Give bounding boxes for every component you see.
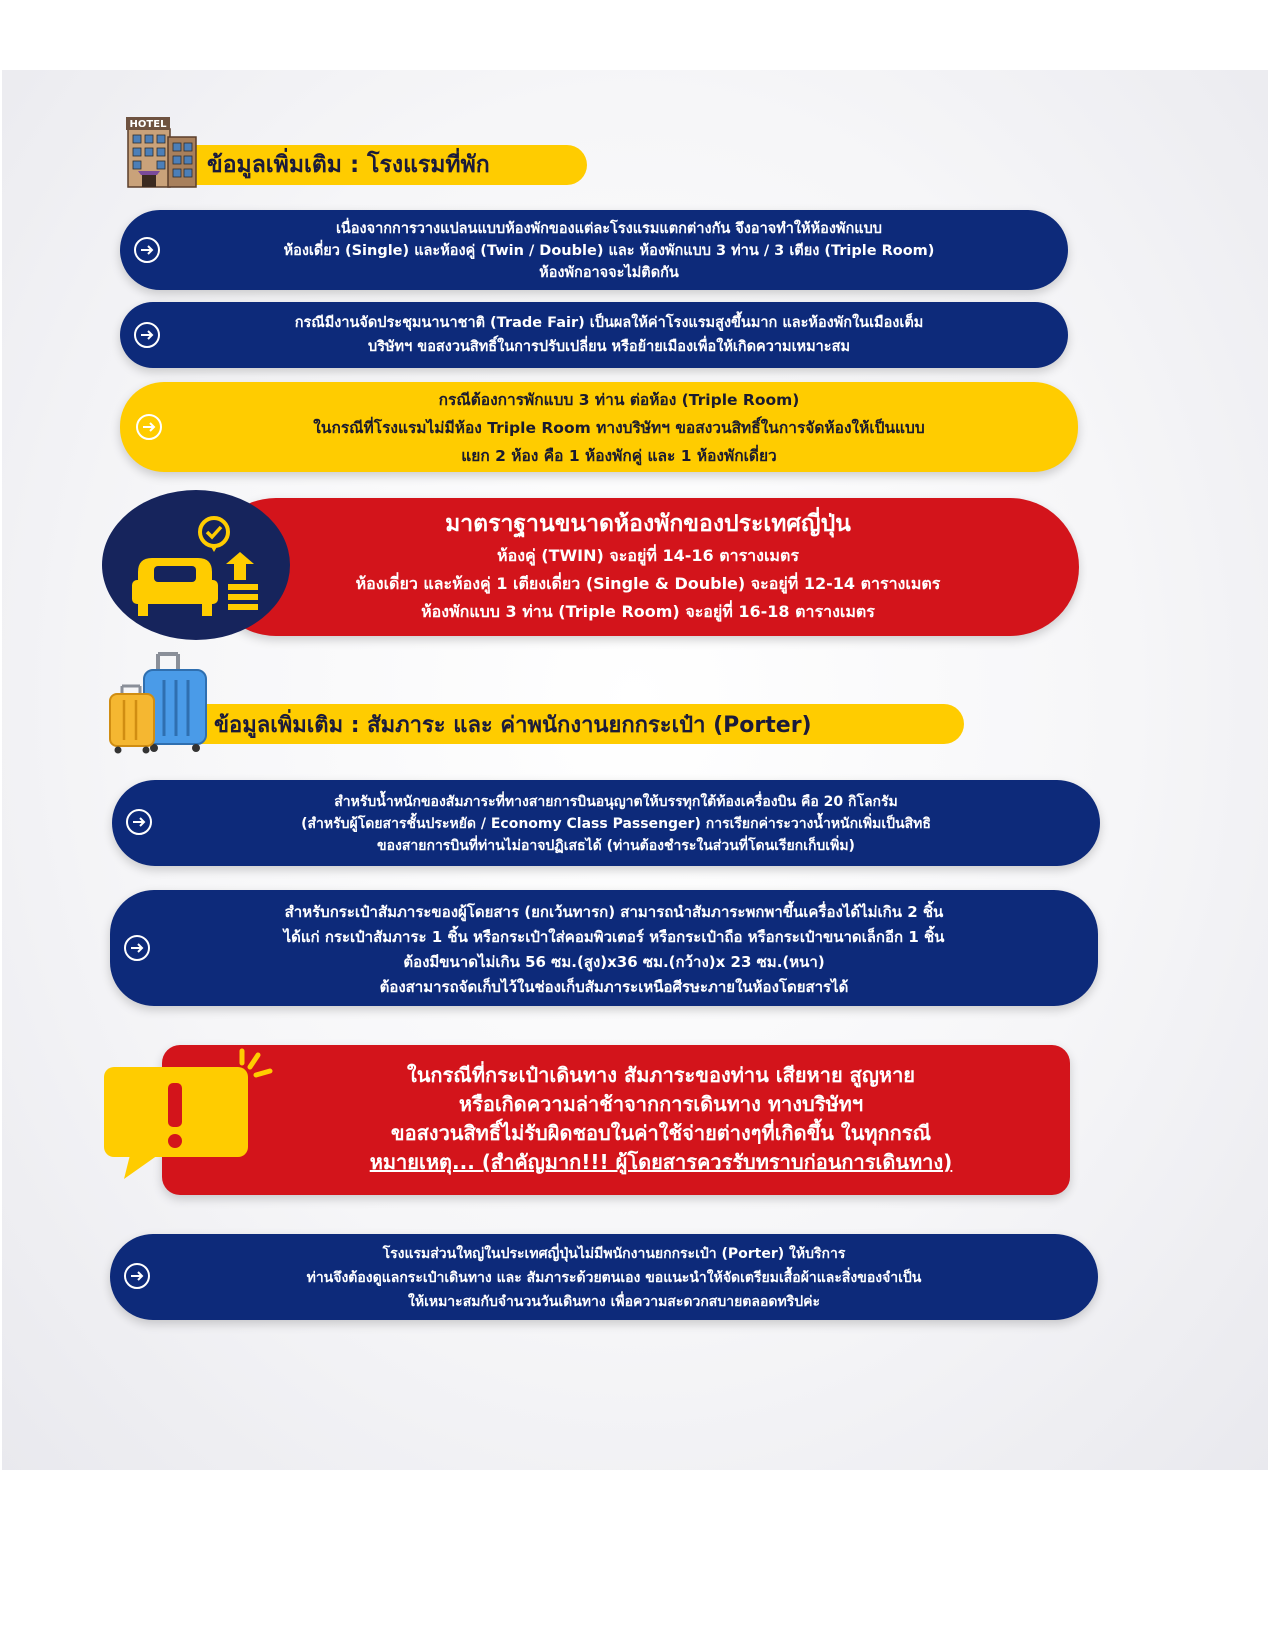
hotel-building-icon: [124, 115, 202, 190]
note-line: กรณีมีงานจัดประชุมนานาชาติ (Trade Fair) เป็นผลให้ค่าโรงแรมสูงขึ้นมาก และห้องพักในเมืองเต็ม: [294, 315, 924, 331]
exclamation-speech-bubble-icon: [100, 1045, 280, 1185]
warning-line: หรือเกิดความล่าช้าจากการเดินทาง ทางบริษัทฯ: [458, 1092, 864, 1116]
arrow-circle-icon: [136, 414, 162, 440]
arrow-circle-icon: [134, 322, 160, 348]
suitcase-icon: [106, 650, 210, 754]
note-line: กรณีต้องการพักแบบ 3 ท่าน ต่อห้อง (Triple Room): [438, 391, 800, 409]
note-line: ห้องเดี่ยว (Single) และห้องคู่ (Twin / Double) และ ห้องพักแบบ 3 ท่าน / 3 เตียง (Triple Room): [283, 243, 935, 259]
hotel-section-header: [177, 145, 587, 185]
arrow-circle-icon: [134, 237, 160, 263]
infographic-sheet: [2, 70, 1268, 1470]
note-line: ได้แก่ กระเป๋าสัมภาระ 1 ชิ้น หรือกระเป๋าใส่คอมพิวเตอร์ หรือกระเป๋าถือ หรือกระเป๋าขนาดเล็กอีก 1 ชิ้น: [283, 928, 945, 946]
hotel-note-trade-fair: [120, 302, 1068, 368]
luggage-section-title: ข้อมูลเพิ่มเติม : สัมภาระ และ ค่าพนักงานยกกระเป๋า (Porter): [214, 712, 812, 738]
room-standard-line: ห้องพักแบบ 3 ท่าน (Triple Room) จะอยู่ที่ 16-18 ตารางเมตร: [421, 602, 875, 621]
note-line: แยก 2 ห้อง คือ 1 ห้องพักคู่ และ 1 ห้องพักเดี่ยว: [461, 447, 777, 465]
note-line: ต้องมีขนาดไม่เกิน 56 ซม.(สูง)x36 ซม.(กว้าง)x 23 ซม.(หนา): [403, 953, 825, 971]
arrow-circle-icon: [126, 809, 152, 835]
room-size-standard-banner: [207, 498, 1079, 636]
note-line: เนื่องจากการวางแปลนแบบห้องพักของแต่ละโรงแรมแตกต่างกัน จึงอาจทำให้ห้องพักแบบ: [335, 221, 883, 237]
room-standard-title: มาตราฐานขนาดห้องพักของประเทศญี่ปุ่น: [445, 511, 851, 537]
hotel-note-triple-room: [120, 382, 1078, 472]
note-line: ต้องสามารถจัดเก็บไว้ในช่องเก็บสัมภาระเหนือศีรษะภายในห้องโดยสารได้: [379, 978, 849, 996]
hotel-sign-text: HOTEL: [129, 119, 167, 130]
warning-remark: หมายเหตุ... (สำคัญมาก!!! ผู้โดยสารควรรับทราบก่อนการเดินทาง): [369, 1150, 953, 1174]
warning-line: ในกรณีที่กระเป๋าเดินทาง สัมภาระของท่าน เสียหาย สูญหาย: [406, 1063, 916, 1087]
note-line: ในกรณีที่โรงแรมไม่มีห้อง Triple Room ทางบริษัทฯ ขอสงวนสิทธิ์ในการจัดห้องให้เป็นแบบ: [313, 419, 925, 437]
room-standard-line: ห้องเดี่ยว และห้องคู่ 1 เตียงเดี่ยว (Single & Double) จะอยู่ที่ 12-14 ตารางเมตร: [355, 574, 941, 593]
note-line: ให้เหมาะสมกับจำนวนวันเดินทาง เพื่อความสะดวกสบายตลอดทริปค่ะ: [408, 1294, 820, 1310]
porter-note: [110, 1234, 1098, 1320]
hotel-note-room-layout: [120, 210, 1068, 290]
note-line: โรงแรมส่วนใหญ่ในประเทศญี่ปุ่นไม่มีพนักงานยกกระเป๋า (Porter) ให้บริการ: [382, 1246, 846, 1262]
luggage-note-weight-allowance: [112, 780, 1100, 866]
luggage-section-header: [182, 704, 964, 744]
note-line: ห้องพักอาจจะไม่ติดกัน: [539, 265, 679, 281]
luggage-liability-warning: [162, 1045, 1070, 1195]
note-line: ท่านจึงต้องดูแลกระเป๋าเดินทาง และ สัมภาระด้วยตนเอง ขอแนะนำให้จัดเตรียมเสื้อผ้าและสิ่งของจำเป็น: [306, 1270, 922, 1286]
warning-line: ขอสงวนสิทธิ์ไม่รับผิดชอบในค่าใช้จ่ายต่างๆที่เกิดขึ้น ในทุกกรณี: [390, 1121, 932, 1145]
note-line: สำหรับกระเป๋าสัมภาระของผู้โดยสาร (ยกเว้นทารก) สามารถนำสัมภาระพกพาขึ้นเครื่องได้ไม่เกิน 2 ชิ้น: [284, 903, 944, 921]
note-line: ของสายการบินที่ท่านไม่อาจปฏิเสธได้ (ท่านต้องชำระในส่วนที่โดนเรียกเก็บเพิ่ม): [377, 838, 855, 854]
arrow-circle-icon: [124, 1263, 150, 1289]
note-line: บริษัทฯ ขอสงวนสิทธิ์ในการปรับเปลี่ยน หรือย้ายเมืองเพื่อให้เกิดความเหมาะสม: [367, 339, 851, 355]
arrow-circle-icon: [124, 935, 150, 961]
hotel-section-title: ข้อมูลเพิ่มเติม : โรงแรมที่พัก: [207, 152, 490, 178]
note-line: สำหรับน้ำหนักของสัมภาระที่ทางสายการบินอนุญาตให้บรรทุกใต้ท้องเครื่องบิน คือ 20 กิโลกรัม: [334, 794, 898, 810]
note-line: (สำหรับผู้โดยสารชั้นประหยัด / Economy Class Passenger) การเรียกค่าระวางน้ำหนักเพิ่มเป็นสิทธิ: [301, 816, 931, 832]
luggage-note-carry-on: [110, 890, 1098, 1006]
room-standard-line: ห้องคู่ (TWIN) จะอยู่ที่ 14-16 ตารางเมตร: [497, 546, 799, 565]
bed-room-size-icon: [102, 490, 290, 640]
